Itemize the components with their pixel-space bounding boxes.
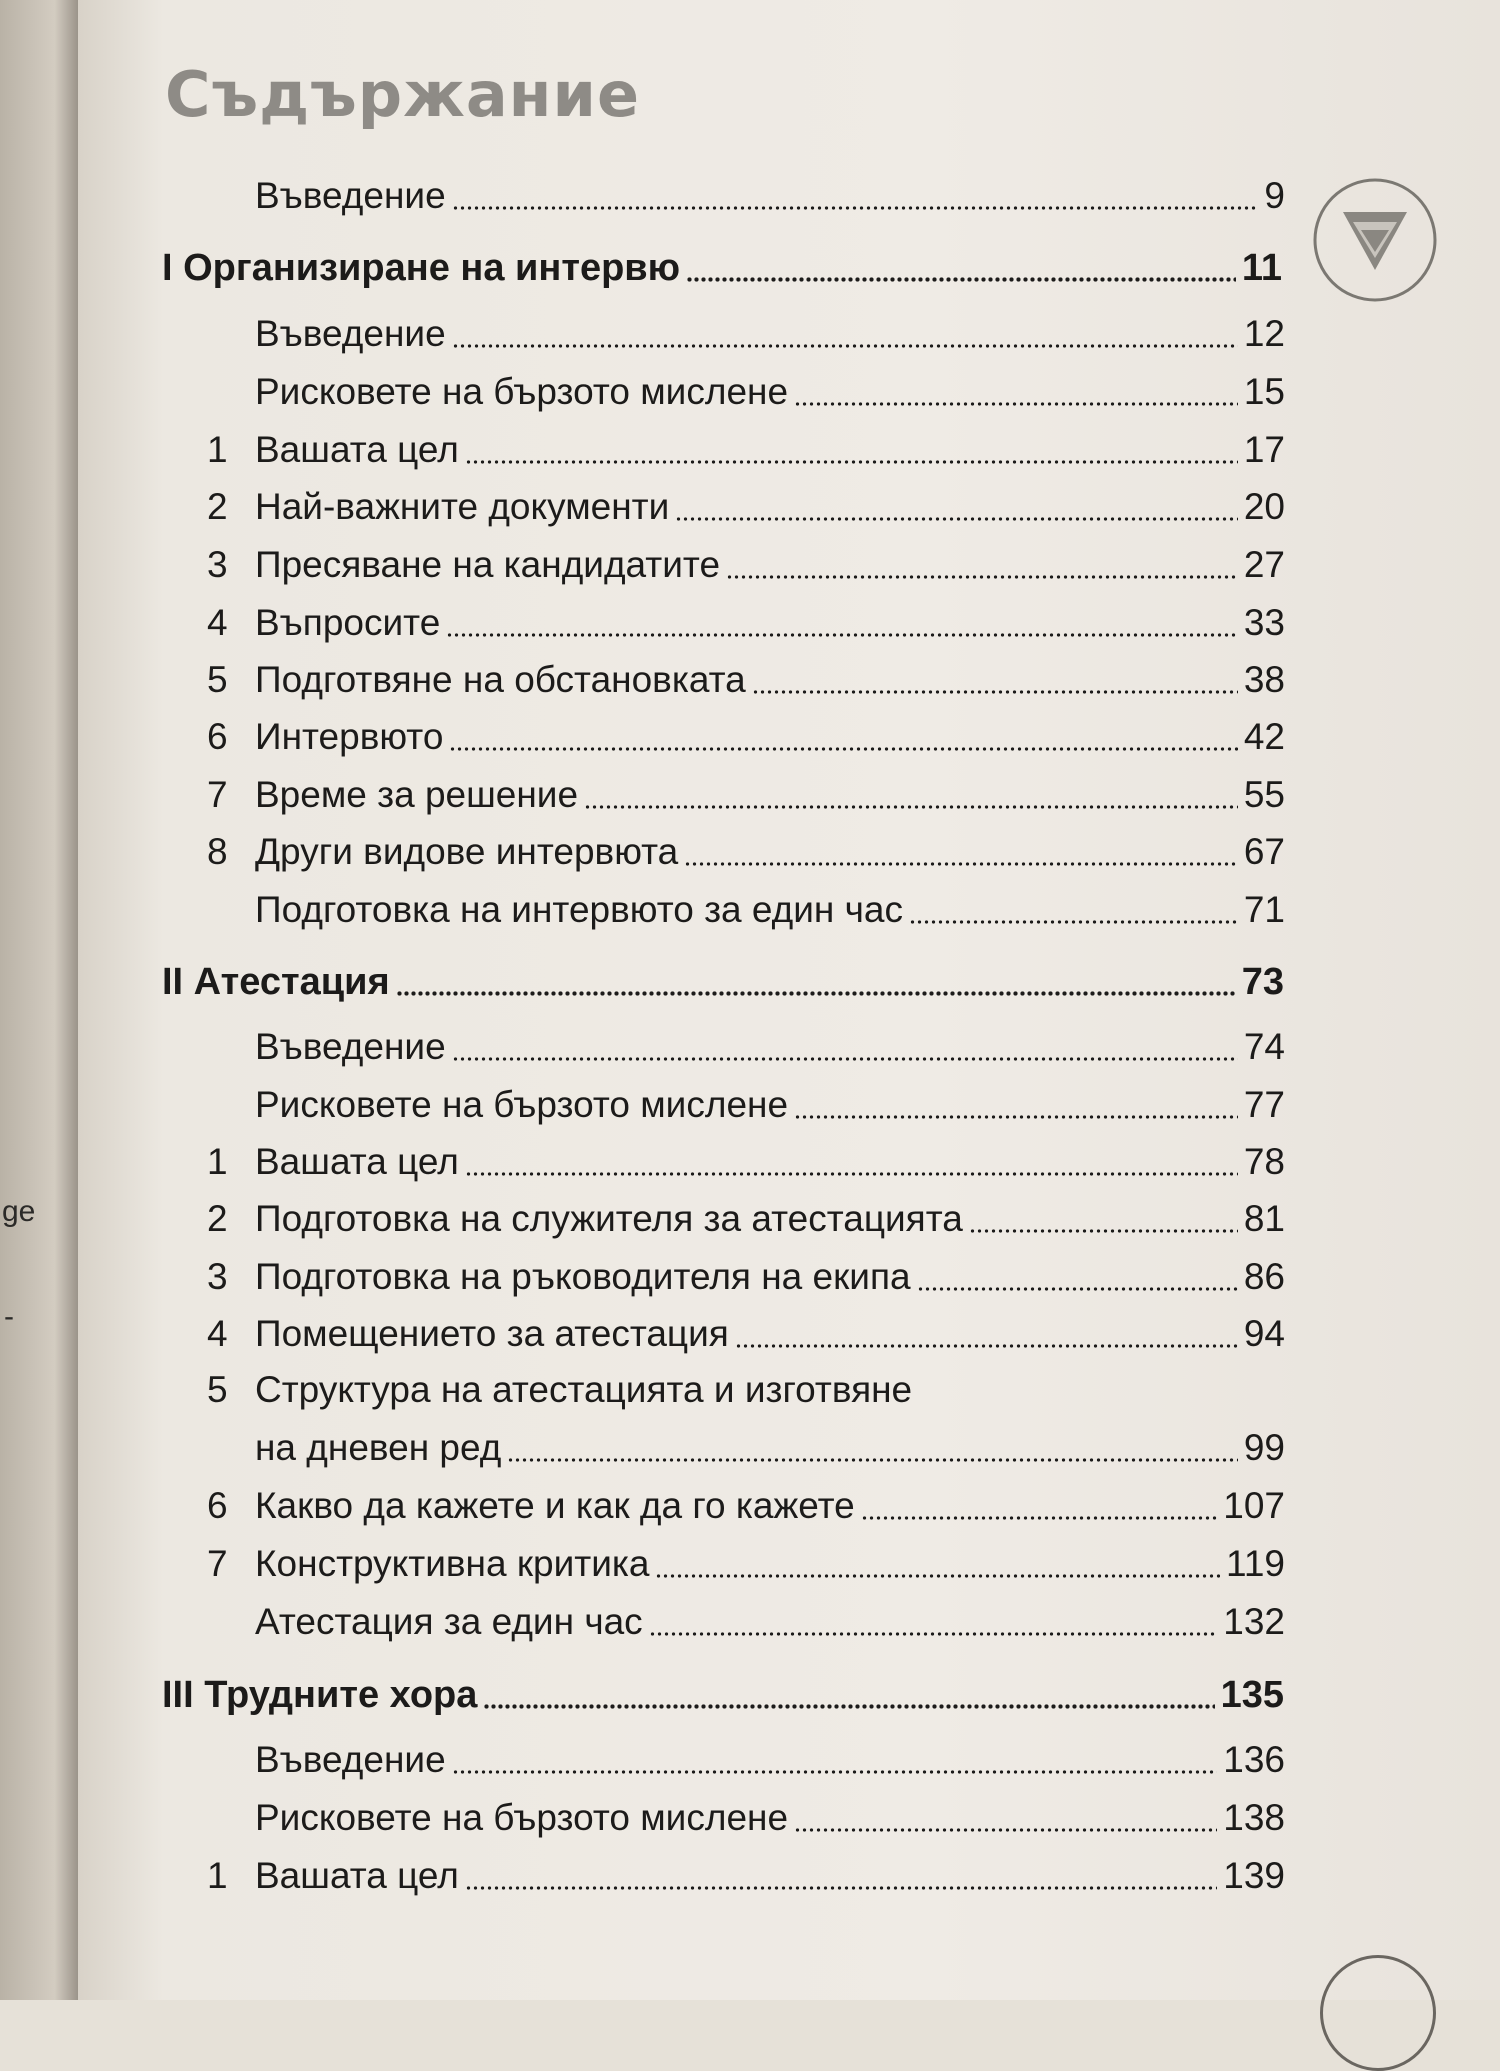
toc-entry[interactable] — [207, 1536, 1285, 1592]
toc-entry[interactable] — [207, 1249, 1285, 1305]
toc-entry[interactable] — [255, 1077, 1285, 1133]
toc-label: Вашата цел — [255, 429, 459, 470]
leader-dots — [452, 206, 1259, 210]
toc-label: Подготовка на служителя за атестацията — [255, 1198, 963, 1239]
toc-entry[interactable] — [207, 1306, 1285, 1362]
toc-chapter-number: 5 — [207, 659, 228, 700]
toc-page-number: 138 — [1223, 1797, 1285, 1838]
toc-entry[interactable] — [207, 652, 1285, 708]
toc-chapter-number: 6 — [207, 716, 228, 757]
toc-page-number: 67 — [1243, 831, 1285, 872]
toc-label: Въведение — [255, 1026, 446, 1067]
leader-dots — [452, 1057, 1238, 1061]
toc-entry[interactable] — [207, 824, 1285, 880]
toc-page-number: 33 — [1243, 602, 1285, 643]
toc-entry[interactable] — [207, 1191, 1285, 1247]
toc-label: Пресяване на кандидатите — [255, 544, 721, 585]
leader-dots — [655, 1574, 1220, 1578]
page-number-circle — [1320, 1955, 1436, 2071]
toc-page-number: 15 — [1243, 371, 1285, 412]
toc-page-number: 119 — [1226, 1543, 1285, 1584]
toc-entry[interactable] — [207, 1848, 1285, 1904]
toc-label: Подготвяне на обстановката — [255, 659, 746, 700]
leader-dots — [794, 402, 1238, 406]
leader-dots — [483, 1704, 1214, 1709]
toc-label: Подготовка на интервюто за един час — [255, 889, 903, 930]
toc-chapter-number: 7 — [207, 1543, 228, 1584]
leader-dots — [465, 1886, 1217, 1890]
toc-chapter-number: 6 — [207, 1485, 228, 1526]
toc-label: Въпросите — [255, 602, 441, 643]
leader-dots — [449, 747, 1237, 751]
toc-entry[interactable] — [255, 1732, 1285, 1788]
prev-page-fragment: - — [4, 1300, 14, 1333]
toc-page-number: 139 — [1223, 1855, 1285, 1896]
toc-page-number: 94 — [1243, 1313, 1285, 1354]
leader-dots — [507, 1458, 1237, 1462]
toc-part-entry[interactable] — [162, 240, 1282, 296]
toc-page-number: 78 — [1243, 1141, 1285, 1182]
toc-chapter-number: 3 — [207, 1256, 228, 1297]
toc-page-number: 20 — [1243, 486, 1285, 527]
toc-entry[interactable] — [255, 168, 1285, 224]
toc-chapter-number: 1 — [207, 1141, 228, 1182]
toc-chapter-number: 5 — [207, 1369, 228, 1410]
leader-dots — [794, 1828, 1217, 1832]
toc-chapter-number: 4 — [207, 1313, 228, 1354]
toc-label: Конструктивна критика — [255, 1543, 650, 1584]
leader-dots — [969, 1229, 1238, 1233]
toc-entry[interactable] — [207, 1478, 1285, 1534]
toc-label: Въведение — [255, 175, 446, 216]
toc-page-number: 55 — [1243, 774, 1285, 815]
toc-entry[interactable] — [207, 1134, 1285, 1190]
toc-page-number: 9 — [1264, 175, 1285, 216]
toc-entry[interactable] — [255, 364, 1285, 420]
toc-chapter-number: 4 — [207, 602, 228, 643]
toc-label-continuation: на дневен ред — [255, 1427, 502, 1468]
toc-chapter-number: 2 — [207, 1198, 228, 1239]
toc-page-number: 132 — [1223, 1601, 1285, 1642]
leader-dots — [446, 633, 1238, 637]
toc-label: Време за решение — [255, 774, 579, 815]
toc-label: Подготовка на ръководителя на екипа — [255, 1256, 911, 1297]
toc-label: Какво да кажете и как да го кажете — [255, 1485, 855, 1526]
toc-page-number: 107 — [1223, 1485, 1285, 1526]
leader-dots — [726, 575, 1238, 579]
toc-label: Най-важните документи — [255, 486, 670, 527]
toc-entry[interactable] — [207, 422, 1285, 478]
leader-dots — [909, 920, 1238, 924]
toc-chapter-number: 3 — [207, 544, 228, 585]
toc-entry[interactable] — [255, 1420, 1285, 1476]
toc-part-label: III Трудните хора — [162, 1674, 478, 1716]
prev-page-fragment: ge — [2, 1195, 36, 1228]
toc-page-number: 12 — [1243, 313, 1285, 354]
toc-entry[interactable] — [207, 595, 1285, 651]
toc-page-number: 135 — [1220, 1674, 1284, 1716]
leader-dots — [861, 1516, 1218, 1520]
toc-label: Рисковете на бързото мислене — [255, 1797, 789, 1838]
toc-page-number: 77 — [1243, 1084, 1285, 1125]
toc-part-entry[interactable] — [162, 954, 1284, 1010]
toc-part-label: I Организиране на интервю — [162, 247, 681, 289]
toc-page-number: 11 — [1241, 247, 1282, 289]
toc-label: Рисковете на бързото мислене — [255, 371, 789, 412]
toc-label: Въведение — [255, 1739, 446, 1780]
toc-entry[interactable] — [207, 537, 1285, 593]
leader-dots — [465, 1172, 1238, 1176]
toc-part-entry[interactable] — [162, 1667, 1284, 1723]
leader-dots — [686, 277, 1236, 282]
leader-dots — [735, 1344, 1238, 1348]
toc-page-number: 71 — [1243, 889, 1285, 930]
toc-label: Структура на атестацията и изготвяне — [255, 1369, 913, 1410]
toc-page-number: 73 — [1241, 961, 1284, 1003]
toc-page-number: 38 — [1243, 659, 1285, 700]
toc-entry[interactable] — [255, 882, 1285, 938]
toc-chapter-number: 1 — [207, 429, 228, 470]
toc-page-number: 81 — [1243, 1198, 1285, 1239]
toc-label: Вашата цел — [255, 1855, 459, 1896]
leader-dots — [396, 991, 1236, 996]
toc-entry[interactable] — [255, 1790, 1285, 1846]
toc-entry[interactable] — [207, 479, 1285, 535]
toc-label: Въведение — [255, 313, 446, 354]
toc-chapter-number: 1 — [207, 1855, 228, 1896]
leader-dots — [465, 460, 1238, 464]
leader-dots — [452, 1770, 1218, 1774]
toc-label: Други видове интервюта — [255, 831, 679, 872]
toc-page-number: 27 — [1243, 544, 1285, 585]
leader-dots — [452, 344, 1238, 348]
toc-page-number: 99 — [1243, 1427, 1285, 1468]
toc-entry[interactable] — [255, 306, 1285, 362]
toc-chapter-number: 2 — [207, 486, 228, 527]
toc-page-number: 42 — [1243, 716, 1285, 757]
page-title: Съдържание — [165, 58, 640, 131]
toc-entry[interactable] — [255, 1019, 1285, 1075]
leader-dots — [684, 862, 1238, 866]
toc-entry[interactable] — [207, 767, 1285, 823]
toc-part-label: II Атестация — [162, 961, 390, 1003]
toc-page-number: 17 — [1243, 429, 1285, 470]
toc-label: Интервюто — [255, 716, 444, 757]
leader-dots — [675, 517, 1238, 521]
toc-page-number: 136 — [1223, 1739, 1285, 1780]
toc-chapter-number: 8 — [207, 831, 228, 872]
leader-dots — [649, 1632, 1218, 1636]
toc-label: Атестация за един час — [255, 1601, 643, 1642]
toc-page-number: 86 — [1243, 1256, 1285, 1297]
toc-entry-first-line[interactable] — [207, 1362, 913, 1418]
toc-label: Рисковете на бързото мислене — [255, 1084, 789, 1125]
leader-dots — [584, 805, 1238, 809]
toc-entry[interactable] — [255, 1594, 1285, 1650]
toc-page-number: 74 — [1243, 1026, 1285, 1067]
leader-dots — [794, 1115, 1238, 1119]
leader-dots — [752, 690, 1238, 694]
toc-chapter-number: 7 — [207, 774, 228, 815]
toc-label: Вашата цел — [255, 1141, 459, 1182]
leader-dots — [917, 1287, 1238, 1291]
toc-label: Помещението за атестация — [255, 1313, 729, 1354]
toc-entry[interactable] — [207, 709, 1285, 765]
